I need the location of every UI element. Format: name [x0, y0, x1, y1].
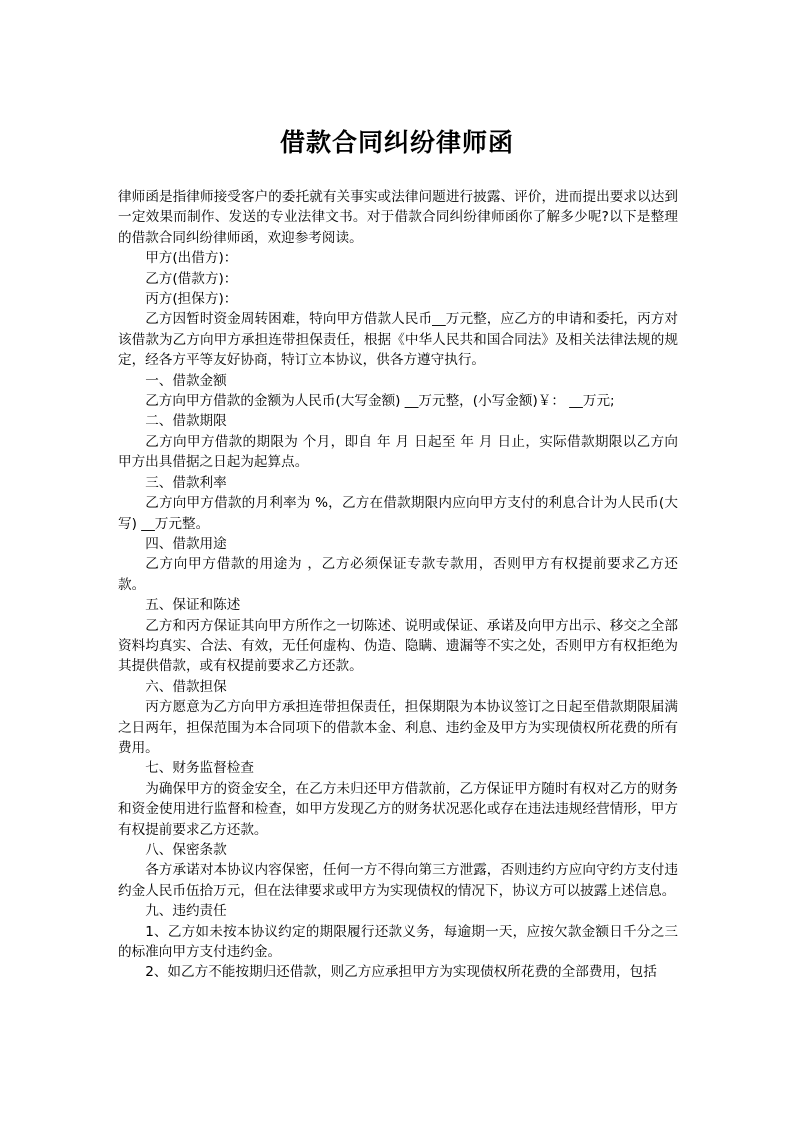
paragraph: 二、借款期限	[145, 413, 227, 430]
paragraph: 九、违约责任	[145, 903, 227, 920]
paragraph: 律师函是指律师接受客户的委托就有关事实或法律问题进行披露、评价，进而提出要求以达到一定效果而制作、发送的专业法律文书。对于借款合同纠纷律师函你了解多少呢?以下是整理的借款合同纠纷律师函，欢迎参考阅读。	[118, 189, 678, 246]
paragraph: 五、保证和陈述	[145, 597, 241, 614]
paragraph: 丙方(担保方)：	[145, 291, 238, 308]
paragraph: 乙方向甲方借款的用途为 ，乙方必须保证专款专款用，否则甲方有权提前要求乙方还款。	[118, 556, 678, 593]
paragraph: 六、借款担保	[145, 678, 227, 695]
paragraph: 乙方向甲方借款的期限为 个月，即自 年 月 日起至 年 月 日止，实际借款期限以乙方向甲方出具借据之日起为起算点。	[118, 433, 678, 471]
paragraph: 乙方因暂时资金周转困难，特向甲方借款人民币__万元整，应乙方的申请和委托，丙方对该借款为乙方向甲方承担连带担保责任，根据《中华人民共和国合同法》及相关法律法规的规定，经各方平等友好协商，特订立本协议，供各方遵守执行。	[118, 311, 678, 369]
document-title: 借款合同纠纷律师函	[279, 128, 514, 157]
paragraph: 八、保密条款	[145, 842, 227, 858]
paragraph: 乙方向甲方借款的月利率为 %，乙方在借款期限内应向甲方支付的利息合计为人民币(大写) __万元整。	[118, 495, 678, 532]
paragraph: 乙方向甲方借款的金额为人民币(大写金额) __万元整，(小写金额)￥： __万元;	[145, 393, 615, 410]
paragraph: 2、如乙方不能按期归还借款，则乙方应承担甲方为实现债权所花费的全部费用，包括	[145, 964, 657, 981]
paragraph: 七、财务监督检查	[145, 760, 254, 777]
document-body	[118, 187, 678, 983]
paragraph: 甲方(出借方)：	[145, 250, 238, 267]
paragraph: 三、借款利率	[145, 474, 227, 491]
paragraph: 一、借款金额	[145, 372, 227, 389]
paragraph: 各方承诺对本协议内容保密，任何一方不得向第三方泄露，否则违约方应向守约方支付违约金人民币伍拾万元，但在法律要求或甲方为实现债权的情况下，协议方可以披露上述信息。	[118, 862, 678, 899]
paragraph: 乙方(借款方)：	[145, 270, 238, 287]
paragraph: 为确保甲方的资金安全，在乙方未归还甲方借款前，乙方保证甲方随时有权对乙方的财务和资金使用进行监督和检查，如甲方发现乙方的财务状况恶化或存在违法违规经营情形，甲方有权提前要求乙方还款。	[118, 780, 678, 838]
paragraph: 1、乙方如未按本协议约定的期限履行还款义务，每逾期一天，应按欠款金额日千分之三的标准向甲方支付违约金。	[118, 923, 678, 961]
paragraph: 乙方和丙方保证其向甲方所作之一切陈述、说明或保证、承诺及向甲方出示、移交之全部资料均真实、合法、有效，无任何虚构、伪造、隐瞒、遗漏等不实之处，否则甲方有权拒绝为其提供借款，或有权提前要求乙方还款。	[118, 617, 678, 675]
paragraph: 四、借款用途	[145, 535, 227, 552]
paragraph: 丙方愿意为乙方向甲方承担连带担保责任，担保期限为本协议签订之日起至借款期限届满之日两年，担保范围为本合同项下的借款本金、利息、违约金及甲方为实现债权所花费的所有费用。	[118, 699, 678, 756]
